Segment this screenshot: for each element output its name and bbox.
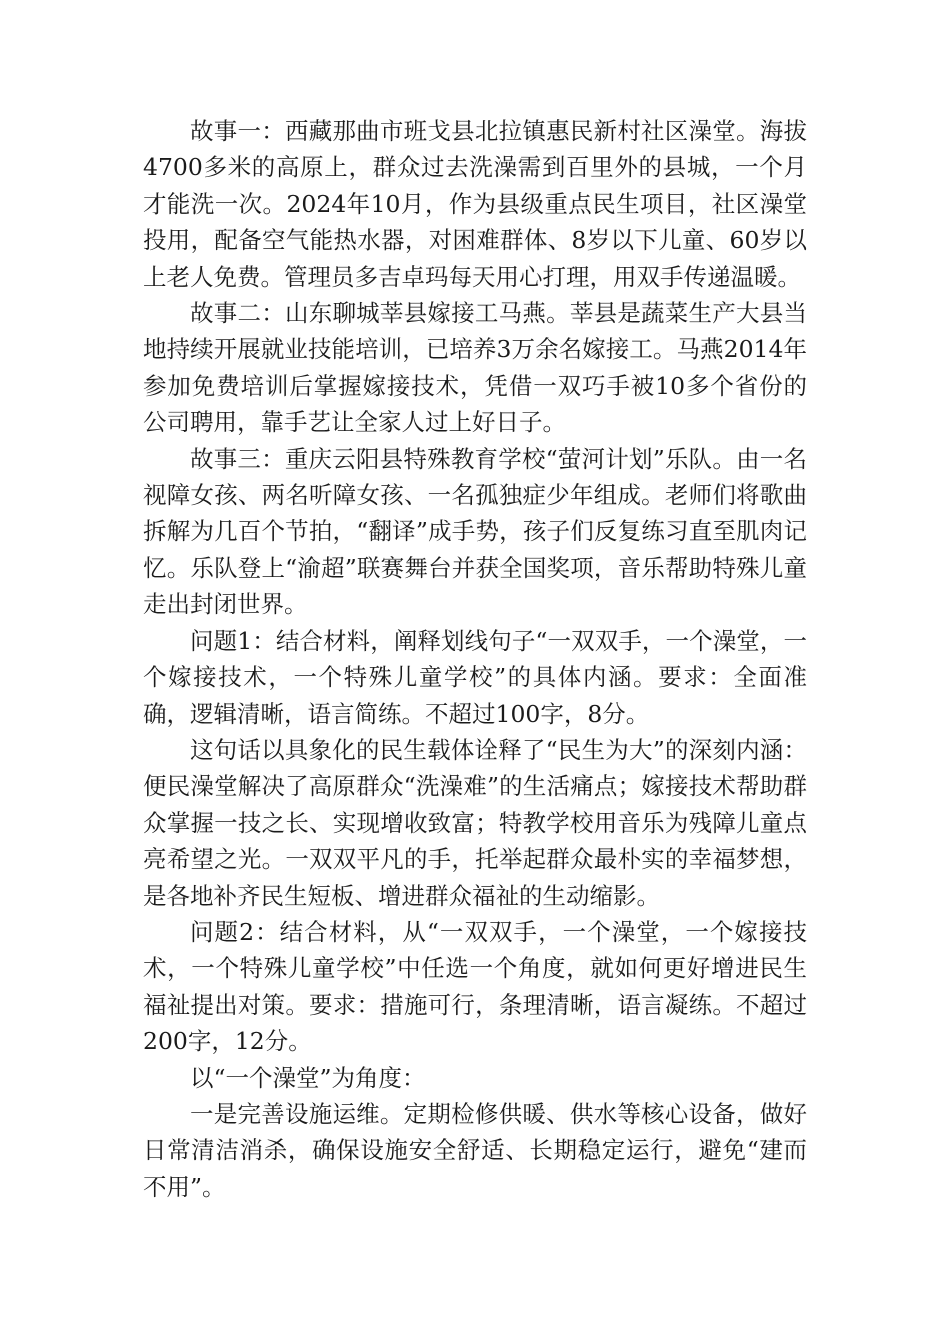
paragraph-question-two: 问题2：结合材料，从“一双双手，一个澡堂，一个嫁接技术，一个特殊儿童学校”中任选一个角度，就如何更好增进民生福祉提出对策。要求：措施可行，条理清晰，语言凝练。不超过200字，12分。 <box>143 917 807 1056</box>
paragraph-answer-two-angle: 以“一个澡堂”为角度： <box>190 1063 426 1092</box>
paragraph-answer-one: 这句话以具象化的民生载体诠释了“民生为大”的深刻内涵：便民澡堂解决了高原群众“洗澡难”的生活痛点；嫁接技术帮助群众掌握一技之长、实现增收致富；特教学校用音乐为残障儿童点亮希望之光。一双双平凡的手，托举起群众最朴实的幸福梦想，是各地补齐民生短板、增进群众福祉的生动缩影。 <box>143 735 807 910</box>
paragraph-answer-two-point-one: 一是完善设施运维。定期检修供暖、供水等核心设备，做好日常清洁消杀，确保设施安全舒适、长期稳定运行，避免“建而不用”。 <box>143 1099 807 1201</box>
paragraph-question-one: 问题1：结合材料，阐释划线句子“一双双手，一个澡堂，一个嫁接技术，一个特殊儿童学校”的具体内涵。要求：全面准确，逻辑清晰，语言简练。不超过100字，8分。 <box>143 626 807 728</box>
paragraph-story-one: 故事一：西藏那曲市班戈县北拉镇惠民新村社区澡堂。海拔4700多米的高原上，群众过去洗澡需到百里外的县城，一个月才能洗一次。2024年10月，作为县级重点民生项目，社区澡堂投用，配备空气能热水器，对困难群体、8岁以下儿童、60岁以上老人免费。管理员多吉卓玛每天用心打理，用双手传递温暖。 <box>143 117 807 291</box>
paragraph-story-three: 故事三：重庆云阳县特殊教育学校“萤河计划”乐队。由一名视障女孩、两名听障女孩、一名孤独症少年组成。老师们将歌曲拆解为几百个节拍，“翻译”成手势，孩子们反复练习直至肌肉记忆。乐队登上“渝超”联赛舞台并获全国奖项，音乐帮助特殊儿童走出封闭世界。 <box>143 444 807 619</box>
document-body <box>143 113 807 1205</box>
paragraph-story-two: 故事二：山东聊城莘县嫁接工马燕。莘县是蔬菜生产大县当地持续开展就业技能培训，已培养3万余名嫁接工。马燕2014年参加免费培训后掌握嫁接技术，凭借一双巧手被10多个省份的公司聘用，靠手艺让全家人过上好日子。 <box>143 299 807 437</box>
